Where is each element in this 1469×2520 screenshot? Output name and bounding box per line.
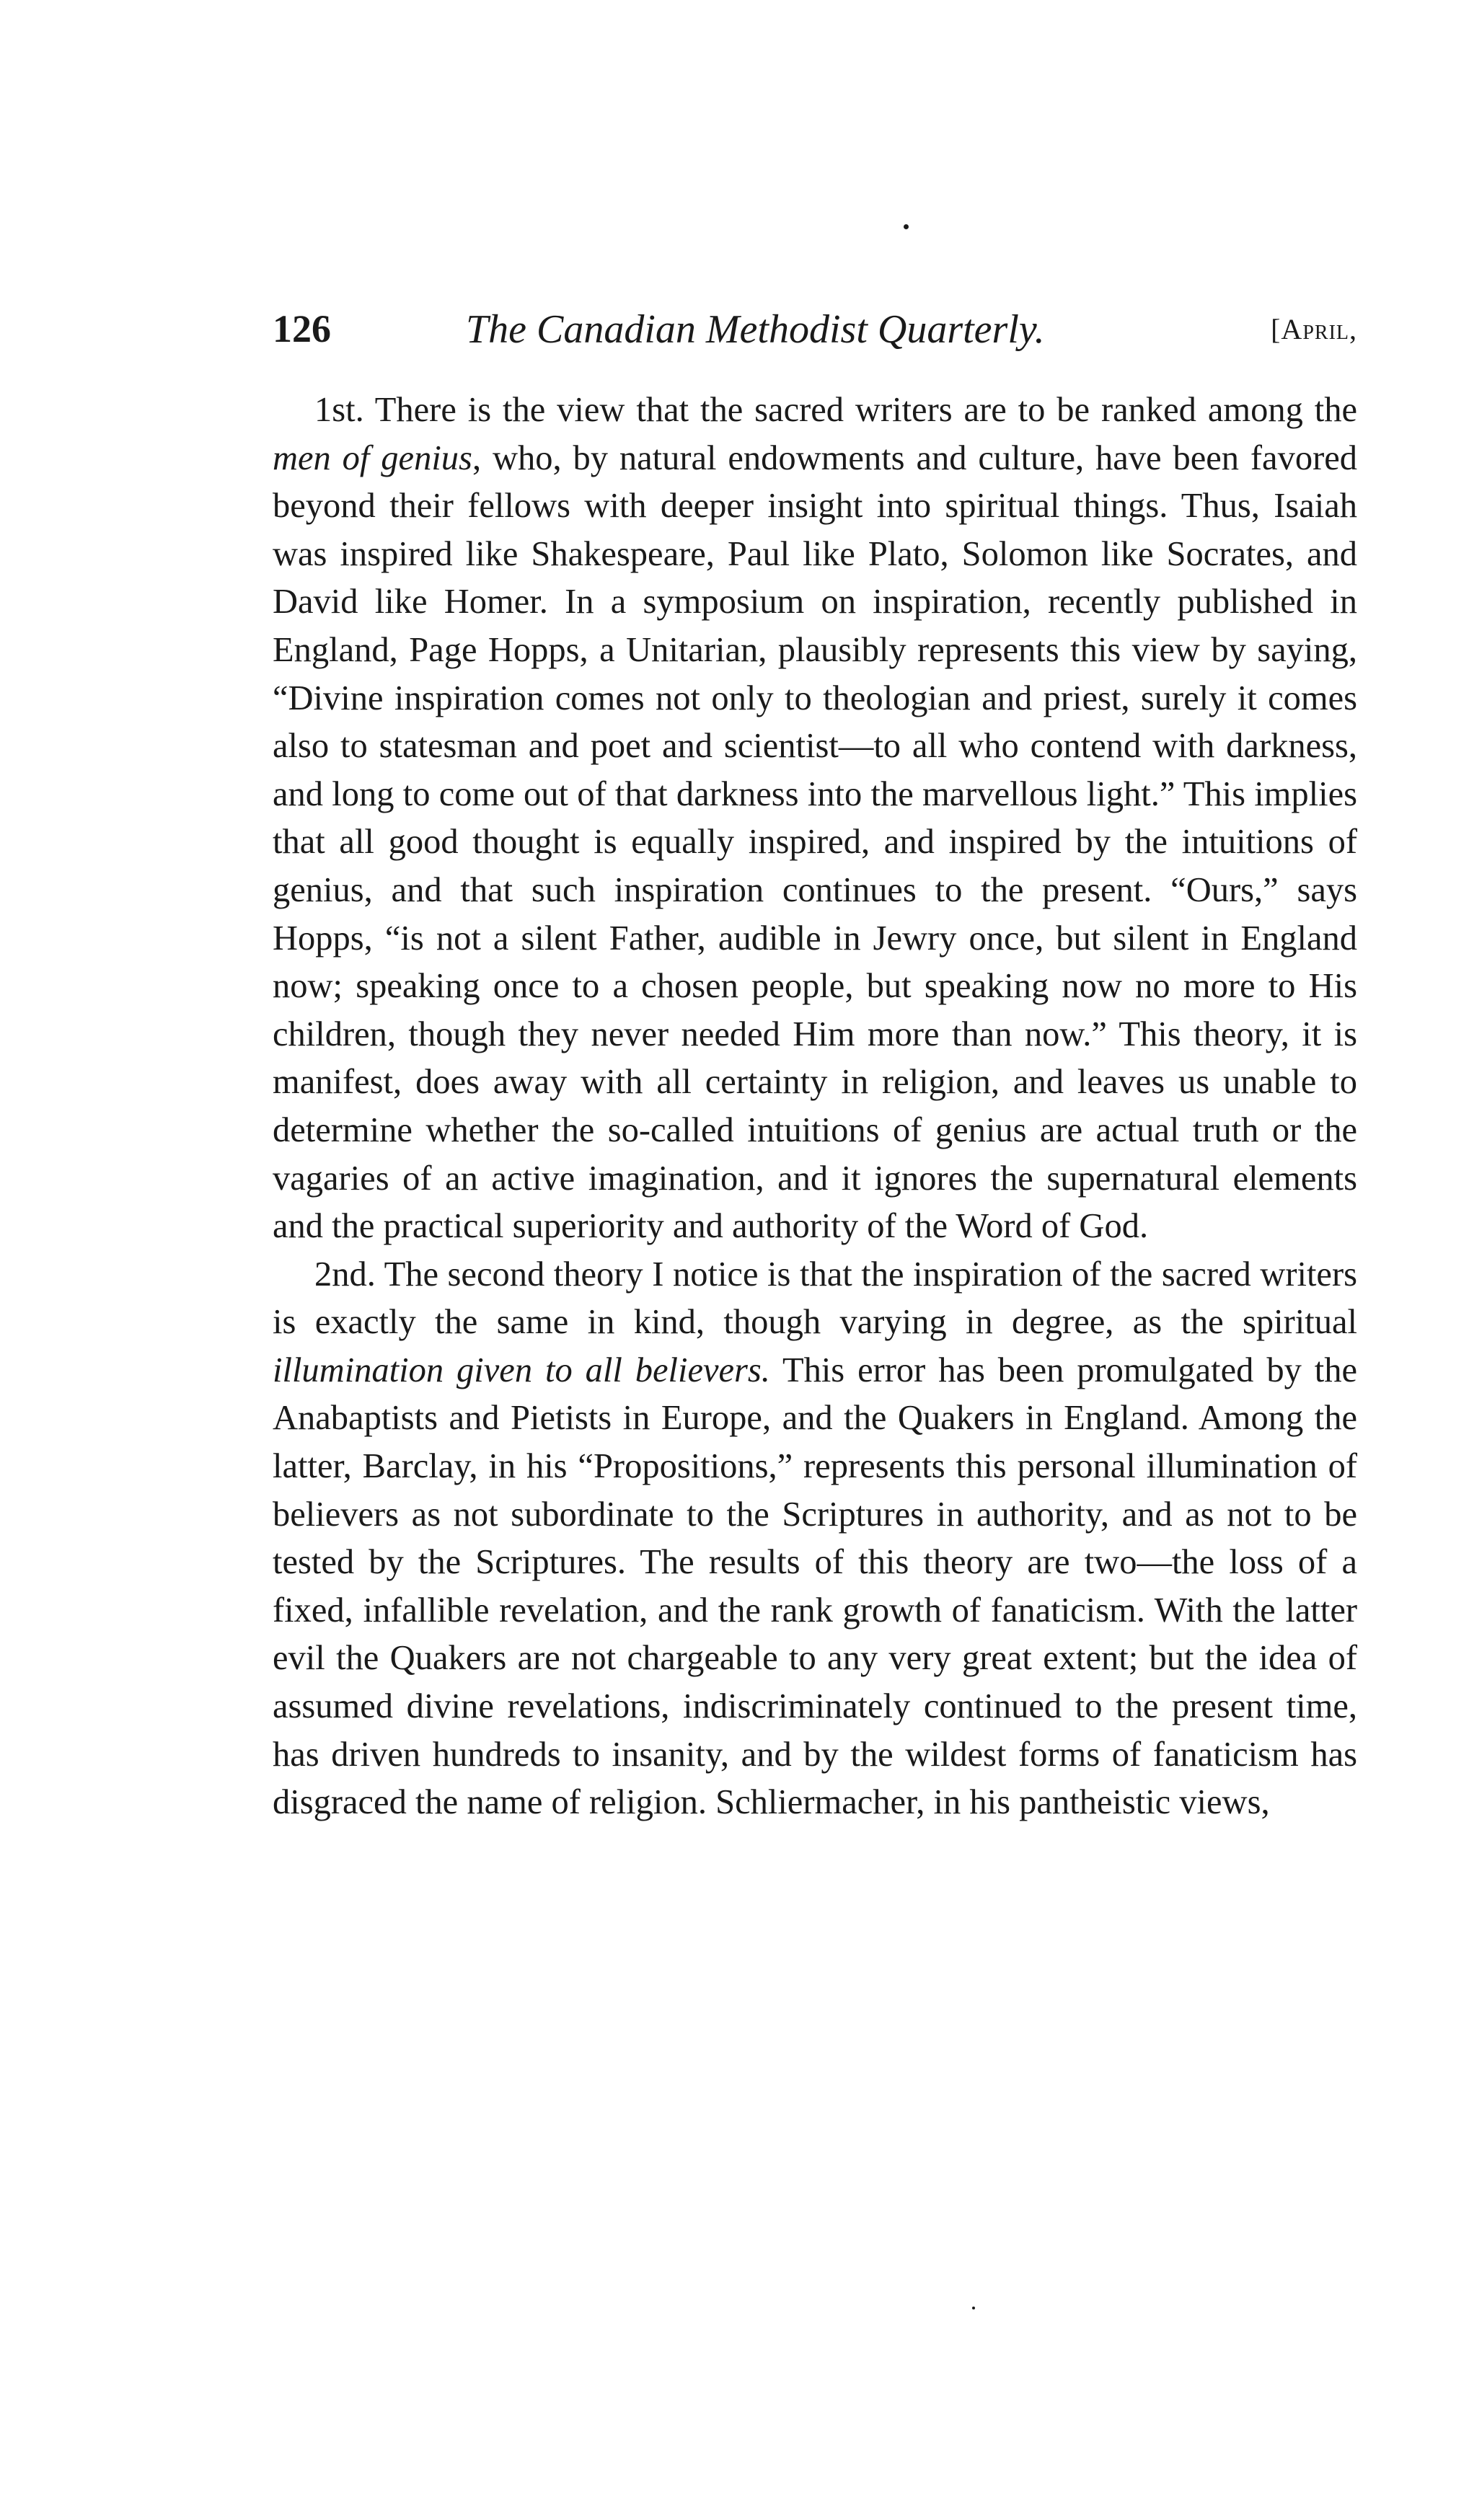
paragraph: [273, 386, 1357, 1251]
paragraph: [273, 1251, 1357, 1827]
running-head: [273, 306, 1357, 364]
text-span: 1st. There is the view that the sacred writers are to be ranked among the: [314, 391, 1357, 429]
italic-phrase: men of genius: [273, 438, 472, 477]
ink-speck: [904, 224, 909, 229]
page-number: 126: [273, 307, 331, 350]
italic-phrase: illumination given to all believers.: [273, 1350, 770, 1389]
journal-title: The Canadian Methodist Quarterly.: [466, 307, 1045, 352]
text-span: 2nd. The second theory I notice is that the inspiration of the sacred writers is exactly the same in kind, though varying in degree, as the spiritual: [273, 1255, 1357, 1342]
text-span: This error has been promulgated by the Anabaptists and Pietists in Europe, and the Quakers in England. Among the latter, Barclay, in his “Propositions,” represents this personal illumination of believers as not subordinate to the Scriptures in authority, and as not to be tested by the Scriptures. The results of this theory are two—the loss of a fixed, infallible revelation, and the rank growth of fanaticism. With the latter evil the Quakers are not chargeable to any very great extent; but the idea of assumed divine revelations, indiscriminately continued to the present time, has driven hundreds to insanity, and by the wildest forms of fanaticism has disgraced the name of religion. Schliermacher, in his pantheistic views,: [273, 1350, 1357, 1822]
body-text: [273, 386, 1357, 1827]
ink-speck: [972, 2307, 975, 2309]
text-span: , who, by natural endowments and culture, have been favored beyond their fellows with deeper insight into spiritual things. Thus, Isaiah was inspired like Shakespeare, Paul like Plato, Solomon like Socrates, and David like Homer. In a symposium on inspiration, recently published in England, Page Hopps, a Unitarian, plausibly represents this view by saying, “Divine inspiration comes not only to theologian and priest, surely it comes also to statesman and poet and scientist—to all who contend with darkness, and long to come out of that darkness into the marvellous light.” This implies that all good thought is equally inspired, and inspired by the intuitions of genius, and that such inspiration continues to the present. “Ours,” says Hopps, “is not a silent Father, audible in Jewry once, but silent in England now; speaking once to a chosen people, but speaking now no more to His children, though they never needed Him more than now.” This theory, it is manifest, does away with all certainty in religion, and leaves us unable to determine whether the so-called intuitions of genius are actual truth or the vagaries of an active imagination, and it ignores the supernatural elements and the practical superiority and authority of the Word of God.: [273, 438, 1358, 1246]
running-head-month: [April,: [1271, 313, 1357, 345]
